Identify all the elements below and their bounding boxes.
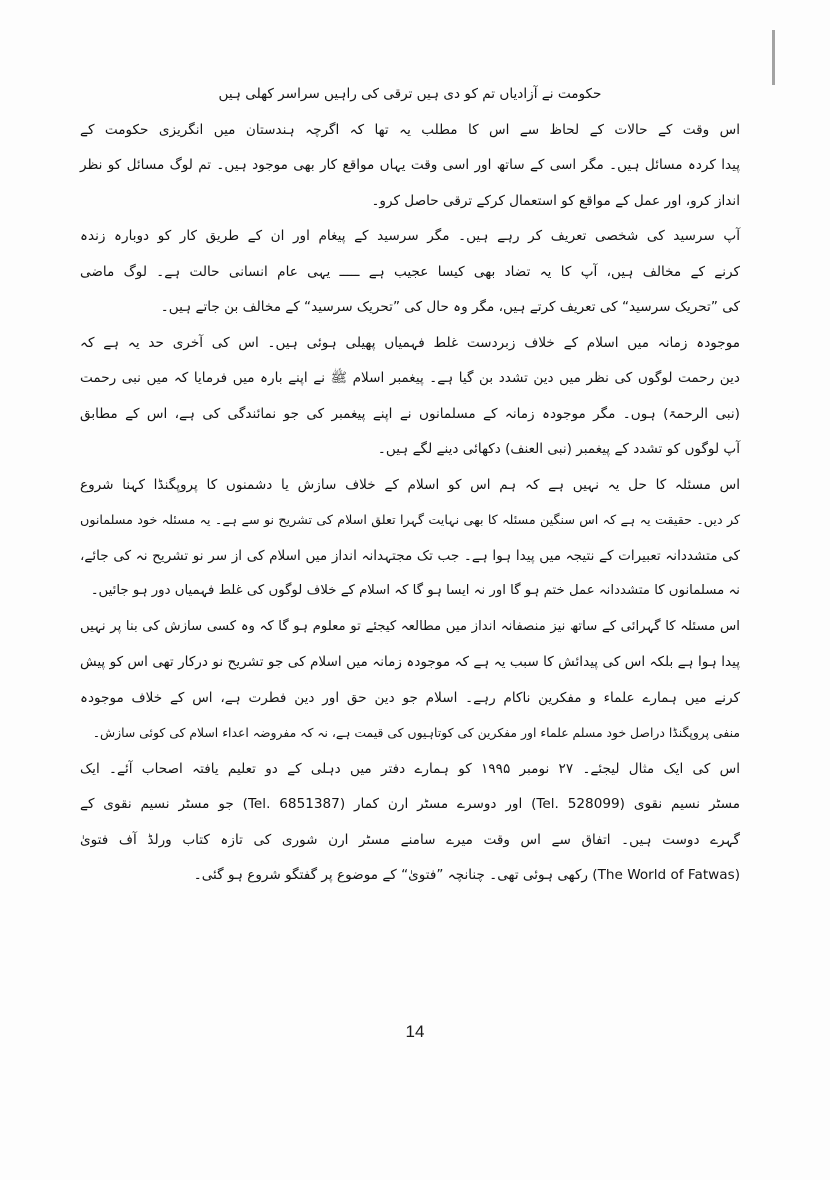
text-line: اس وقت کے حالات کے لحاظ سے اس کا مطلب یہ تھا کہ اگرچہ ہندستان میں انگریزی حکومت کے [80,121,740,138]
text-line: کی ”تحریک سرسید“ کی تعریف کرتے ہیں، مگر وہ حال کی ”تحریک سرسید“ کے مخالف بن جاتے ہیں۔ [160,299,740,315]
text-line: پیدا ہوا ہے بلکہ اس کی پیدائش کا سبب یہ ہے کہ موجودہ زمانہ میں اسلام کی جو تشریح نو درکار تھی اس کو پیش [80,654,740,670]
text-line: گہرے دوست ہیں۔ اتفاق سے اس وقت میرے سامنے مسٹر ارن شوری کی تازہ کتاب ورلڈ آف فتویٰ [80,831,740,848]
text-line: اس کی ایک مثال لیجئے۔ ۲۷ نومبر ۱۹۹۵ کو ہمارے دفتر میں دہلی کے دو تعلیم یافتہ اصحاب آئے۔ ایک [80,760,740,777]
text-line: اس مسئلہ کا حل یہ نہیں ہے کہ ہم اس کو اسلام کے خلاف سازش یا دشمنوں کا پروپگنڈا کہنا شروع [80,476,740,493]
scan-edge-mark [772,30,775,85]
text-line: (نبی الرحمۃ) ہوں۔ مگر موجودہ زمانہ کے مسلمانوں نے اپنے پیغمبر کی جو نمائندگی کی ہے، اس کے مطابق [80,405,740,422]
text-line: مسٹر نسیم نقوی (Tel. 528099) اور دوسرے مسٹر ارن کمار (Tel. 6851387) جو مسٹر نسیم نقوی کے [80,796,740,812]
text-line: منفی پروپگنڈا دراصل خود مسلم علماء اور مفکرین کی کوتاہیوں کی قیمت ہے، نہ کہ مفروضہ اعداء اسلام کی کوئی سازش۔ [92,725,740,740]
text-line: اس مسئلہ کا گہرائی کے ساتھ نیز منصفانہ انداز میں مطالعہ کیجئے تو معلوم ہو گا کہ وہ کسی سازش کی بنا پر نہیں [80,618,740,634]
text-line: آپ لوگوں کو تشدد کے پیغمبر (نبی العنف) دکھائی دینے لگے ہیں۔ [377,441,740,457]
text-line: کرنے میں ہمارے علماء و مفکرین ناکام رہے۔ اسلام جو دین حق اور دین فطرت ہے، اس کے خلاف موجودہ [80,689,740,706]
text-line: موجودہ زمانہ میں اسلام کے خلاف زبردست غلط فہمیاں پھیلی ہوئی ہیں۔ اس کی آخری حد یہ ہے کہ [80,334,740,351]
text-line: کرنے کے مخالف ہیں، آپ کا یہ تضاد بھی کیسا عجیب ہے ـــــ یہی عام انسانی حالت ہے۔ لوگ ماضی [80,263,740,280]
body-text [80,86,740,903]
text-line: انداز کرو، اور عمل کے مواقع کو استعمال کرکے ترقی حاصل کرو۔ [371,192,740,209]
text-line: کر دیں۔ حقیقت یہ ہے کہ اس سنگین مسئلہ کا بھی نہایت گہرا تعلق اسلام کی تشریح نو سے ہے۔ یہ مسئلہ خود مسلمانوں [80,512,740,527]
text-line: پیدا کردہ مسائل ہیں۔ مگر اسی کے ساتھ اور اسی وقت یہاں مواقع کار بھی موجود ہیں۔ تم لوگ مسائل کو نظر [80,157,740,173]
page-number: 14 [405,1022,425,1041]
verse-line: حکومت نے آزادیاں تم کو دی ہیں ترقی کی راہیں سراسر کھلی ہیں [218,86,602,102]
text-line: نہ مسلمانوں کا متشددانہ عمل ختم ہو گا اور نہ ایسا ہو گا کہ اسلام کے خلاف لوگوں کی غلط فہمیاں دور ہو جائیں۔ [90,583,740,598]
text-line: آپ سرسید کی شخصی تعریف کر رہے ہیں۔ مگر سرسید کے پیغام اور ان کے طریق کار کو دوبارہ زندہ [80,228,740,244]
text-line: دین رحمت لوگوں کی نظر میں دین تشدد بن گیا ہے۔ پیغمبر اسلام ﷺ نے اپنے بارہ میں فرمایا کہ میں نبی رحمت [80,370,740,386]
text-line: کی متشددانہ تعبیرات کے نتیجہ میں پیدا ہوا ہے۔ جب تک مجتہدانہ انداز میں اسلام کی از سر نو تشریح نہ کی جائے، [80,547,740,564]
text-line: (The World of Fatwas) رکھی ہوئی تھی۔ چنانچہ ”فتویٰ“ کے موضوع پر گفتگو شروع ہو گئی۔ [193,867,740,883]
